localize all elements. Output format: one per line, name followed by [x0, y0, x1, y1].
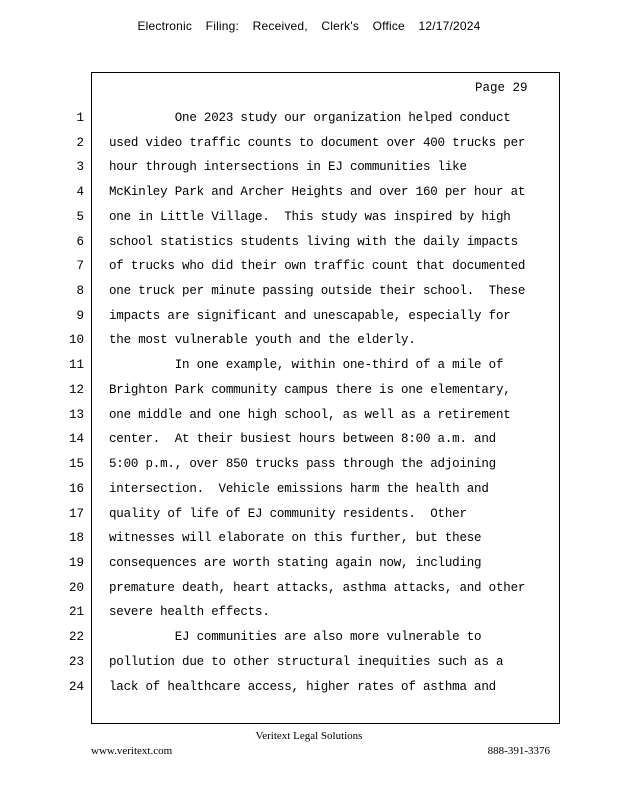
- transcript-line: quality of life of EJ community residents. Other: [109, 506, 467, 521]
- line-number: 11: [68, 358, 84, 373]
- line-number: 19: [68, 555, 84, 570]
- transcript-line: intersection. Vehicle emissions harm the health and: [109, 481, 489, 496]
- header-part: Received,: [252, 19, 308, 33]
- line-number: 13: [68, 407, 84, 422]
- transcript-line: one in Little Village. This study was inspired by high: [109, 209, 511, 224]
- transcript-line: lack of healthcare access, higher rates of asthma and: [109, 679, 496, 694]
- line-number: 15: [68, 457, 84, 472]
- transcript-line: severe health effects.: [109, 605, 270, 620]
- filing-stamp-header: [0, 19, 618, 33]
- line-number: 22: [68, 630, 84, 645]
- transcript-line: consequences are worth stating again now, including: [109, 555, 482, 570]
- transcript-line: McKinley Park and Archer Heights and over 160 per hour at: [109, 185, 526, 200]
- line-number: 16: [68, 481, 84, 496]
- transcript-line: 5:00 p.m., over 850 trucks pass through the adjoining: [109, 457, 496, 472]
- transcript-line: hour through intersections in EJ communities like: [109, 160, 467, 175]
- line-number: 18: [68, 531, 84, 546]
- line-number: 20: [68, 580, 84, 595]
- transcript-line: of trucks who did their own traffic count that documented: [109, 259, 526, 274]
- transcript-line: One 2023 study our organization helped conduct: [109, 111, 511, 125]
- transcript-line: the most vulnerable youth and the elderly.: [109, 333, 416, 348]
- page-number: Page 29: [475, 81, 528, 95]
- transcript-line: EJ communities are also more vulnerable to: [109, 630, 482, 645]
- line-number: 14: [68, 432, 84, 447]
- transcript-line: center. At their busiest hours between 8:00 a.m. and: [109, 432, 496, 447]
- transcript-line: school statistics students living with the daily impacts: [109, 234, 518, 249]
- line-number: 5: [76, 209, 84, 224]
- line-number: 7: [76, 259, 84, 274]
- transcript-line: witnesses will elaborate on this further, but these: [109, 531, 482, 546]
- line-number: 6: [76, 234, 84, 249]
- transcript-line: pollution due to other structural inequities such as a: [109, 654, 504, 669]
- footer-website: www.veritext.com: [91, 745, 173, 757]
- footer-phone: 888-391-3376: [487, 745, 550, 757]
- line-number: 10: [68, 333, 84, 348]
- line-number: 8: [76, 284, 84, 299]
- transcript-line: impacts are significant and unescapable, especially for: [109, 308, 511, 323]
- transcript-line: used video traffic counts to document over 400 trucks per: [109, 135, 526, 150]
- header-part: Clerk's: [321, 19, 360, 33]
- transcript-line: Brighton Park community campus there is one elementary,: [109, 382, 511, 397]
- line-number: 9: [76, 308, 84, 323]
- line-number: 17: [68, 506, 84, 521]
- header-part: Office: [372, 19, 405, 33]
- header-part: Filing:: [205, 19, 240, 33]
- line-number: 24: [68, 679, 84, 694]
- line-number: 1: [76, 111, 84, 125]
- footer-company: Veritext Legal Solutions: [255, 730, 363, 742]
- line-number: 23: [68, 654, 84, 669]
- transcript-line: one middle and one high school, as well as a retirement: [109, 407, 511, 422]
- transcript-line: In one example, within one-third of a mile of: [109, 358, 504, 373]
- line-number: 21: [68, 605, 84, 620]
- transcript-line: premature death, heart attacks, asthma attacks, and other: [109, 580, 526, 595]
- line-number: 3: [76, 160, 84, 175]
- line-number: 12: [68, 382, 84, 397]
- header-part: 12/17/2024: [418, 19, 481, 33]
- line-number: 4: [76, 185, 84, 200]
- transcript-line: one truck per minute passing outside their school. These: [109, 284, 526, 299]
- header-part: Electronic: [137, 19, 193, 33]
- line-number: 2: [76, 135, 84, 150]
